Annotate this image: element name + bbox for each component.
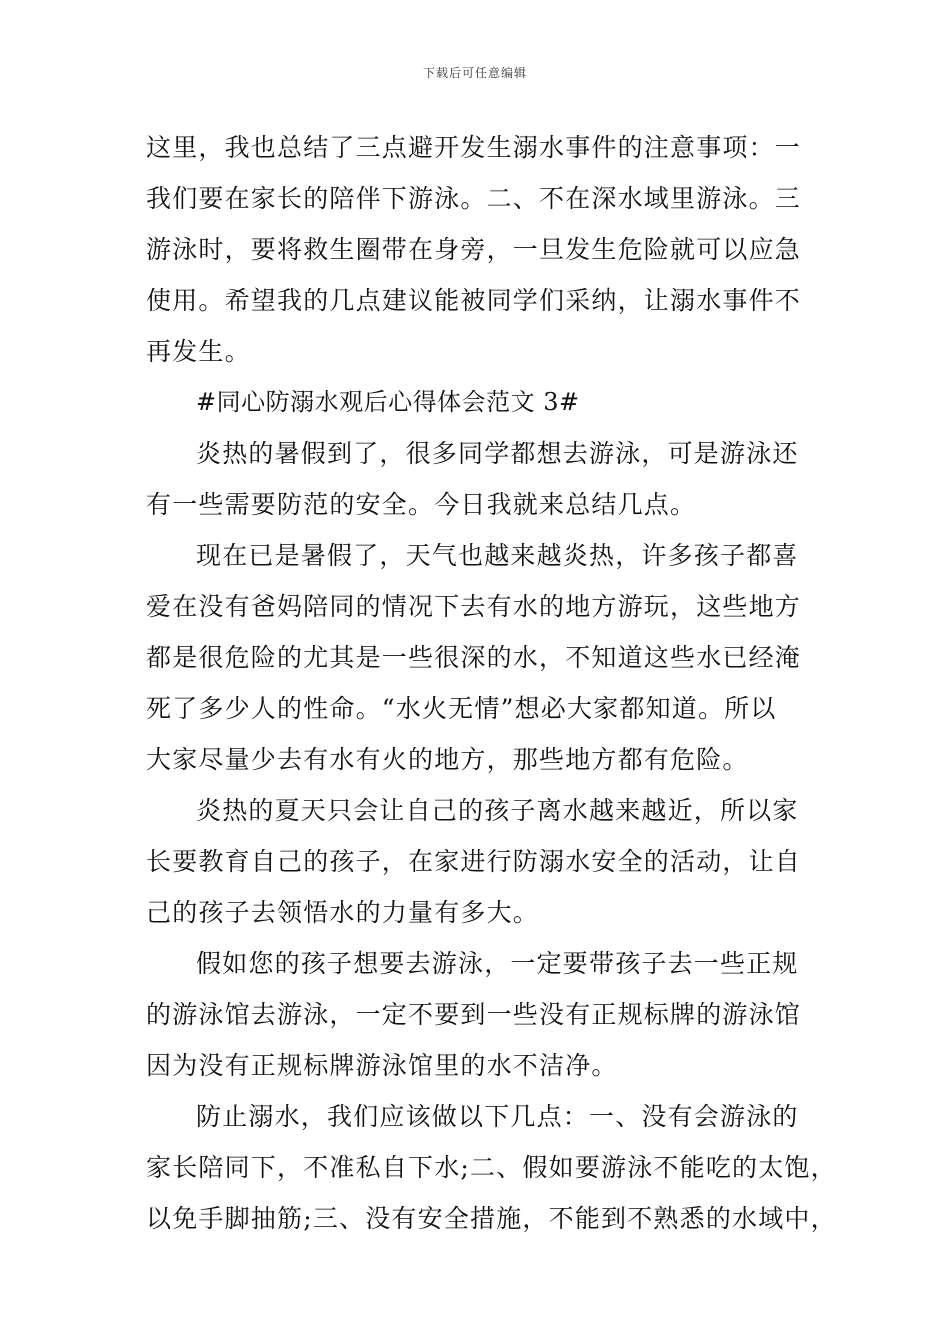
text-line: 己的孩子去领悟水的力量有多大。 [146,898,540,927]
text-line: 的游泳馆去游泳，一定不要到一些没有正规标牌的游泳馆 [146,1000,802,1029]
document-body [146,122,837,1244]
section-heading: #同心防溺水观后心得体会范文 3# [196,388,580,416]
text-line: 大家尽量少去有水有火的地方，那些地方都有危险。 [146,745,749,774]
paragraph-first-line: 炎热的暑假到了，很多同学都想去游泳，可是游泳还 [196,439,799,468]
paragraph-first-line: 现在已是暑假了，天气也越来越炎热，许多孩子都喜 [196,541,799,570]
text-line: 爱在没有爸妈陪同的情况下去有水的地方游玩，这些地方 [146,592,802,621]
text-line: 再发生。 [146,337,251,366]
text-line: 家长陪同下，不准私自下水;二、假如要游泳不能吃的太饱， [146,1153,837,1182]
text-line: 死了多少人的性命。“水火无情”想必大家都知道。所以 [146,694,777,723]
paragraph-first-line: 炎热的夏天只会让自己的孩子离水越来越近，所以家 [196,796,799,825]
page-header-note: 下载后可任意编辑 [422,66,527,80]
text-line: 这里，我也总结了三点避开发生溺水事件的注意事项：一 [146,133,802,162]
text-line: 有一些需要防范的安全。今日我就来总结几点。 [146,490,697,519]
text-line: 游泳时，要将救生圈带在身旁，一旦发生危险就可以应急 [146,235,802,264]
text-line: 我们要在家长的陪伴下游泳。二、不在深水域里游泳。三 [146,184,802,213]
text-line: 使用。希望我的几点建议能被同学们采纳，让溺水事件不 [146,286,802,315]
text-line: 以免手脚抽筋;三、没有安全措施，不能到不熟悉的水域中， [146,1204,837,1233]
paragraph-first-line: 假如您的孩子想要去游泳，一定要带孩子去一些正规 [196,949,799,978]
text-line: 因为没有正规标牌游泳馆里的水不洁净。 [146,1051,618,1080]
text-line: 长要教育自己的孩子，在家进行防溺水安全的活动，让自 [146,847,802,876]
text-line: 都是很危险的尤其是一些很深的水，不知道这些水已经淹 [146,643,802,672]
paragraph-first-line: 防止溺水，我们应该做以下几点：一、没有会游泳的 [196,1102,799,1131]
